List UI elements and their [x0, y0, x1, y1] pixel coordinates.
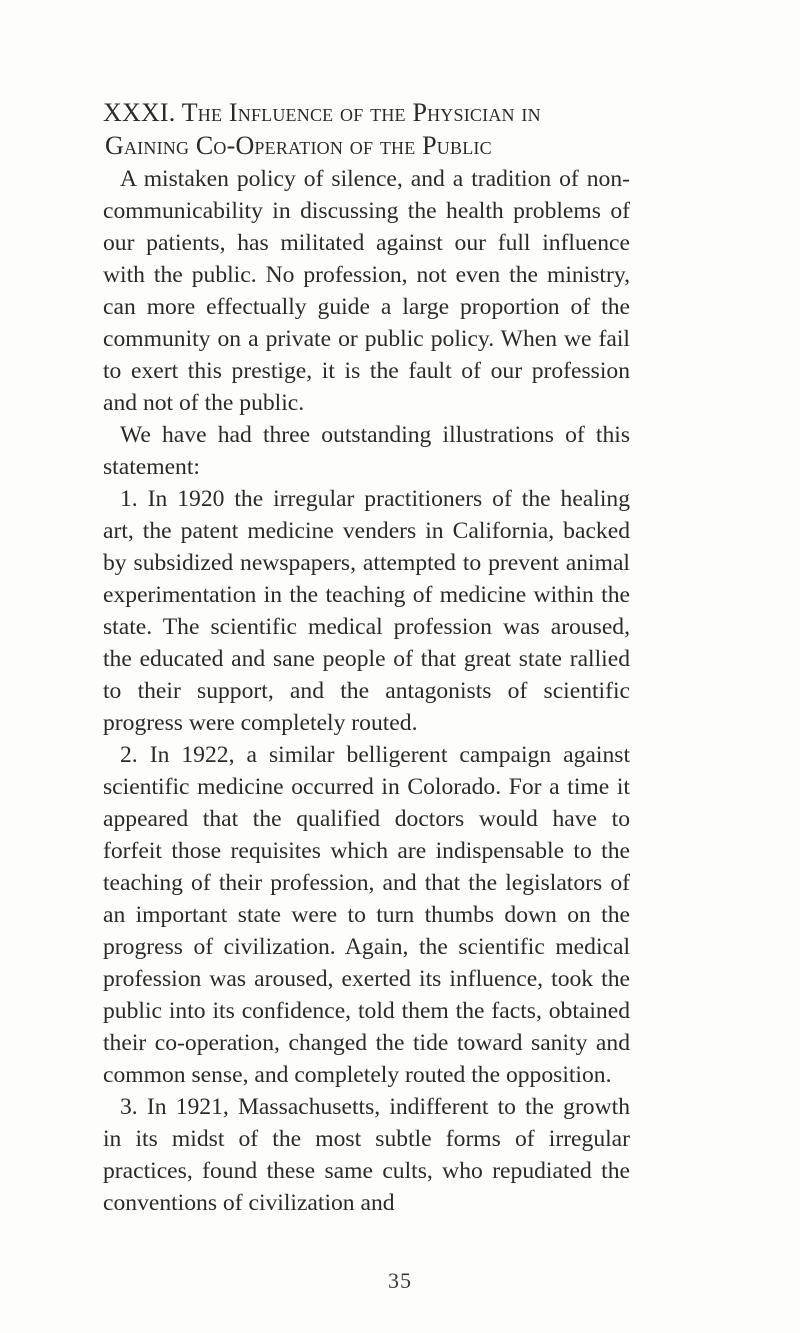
paragraph: 3. In 1921, Massachusetts, indifferent to the growth in its midst of the most subtle forms of irregular practices, found these same cults, who repudiated the conventions of civilization and — [103, 1094, 630, 1216]
chapter-heading-line-2: Gaining Co-Operation of the Public — [105, 131, 492, 160]
body-text — [103, 163, 630, 1219]
paragraph: 2. In 1922, a similar belligerent campaign against scientific medicine occurred in Colorado. For a time it appeared that the qualified doctors would have to forfeit those requisites which are indispensable to the teaching of their profession, and that the legislators of an important state were to turn thumbs down on the progress of civilization. Again, the scientific medical profession was aroused, exerted its influence, took the public into its confidence, told them the facts, obtained their co-operation, changed the tide toward sanity and common sense, and completely routed the opposition. — [103, 742, 630, 1088]
page-number: 35 — [388, 1268, 412, 1293]
chapter-heading — [103, 96, 630, 162]
paragraph: We have had three outstanding illustrations of this statement: — [103, 422, 630, 480]
paragraph: A mistaken policy of silence, and a tradition of non-communicability in discussing the health problems of our patients, has militated against our full influence with the public. No profession, not even the ministry, can more effectually guide a large proportion of the community on a private or public policy. When we fail to exert this prestige, it is the fault of our profession and not of the public. — [103, 166, 630, 416]
paragraph: 1. In 1920 the irregular practitioners of the healing art, the patent medicine venders in California, backed by subsidized newspapers, attempted to prevent animal experimentation in the teaching of medicine within the state. The scientific medical profession was aroused, the educated and sane people of that great state rallied to their support, and the antagonists of scientific progress were completely routed. — [103, 486, 630, 736]
chapter-heading-line-1: XXXI. The Influence of the Physician in — [103, 98, 541, 127]
page-content — [103, 96, 630, 1219]
